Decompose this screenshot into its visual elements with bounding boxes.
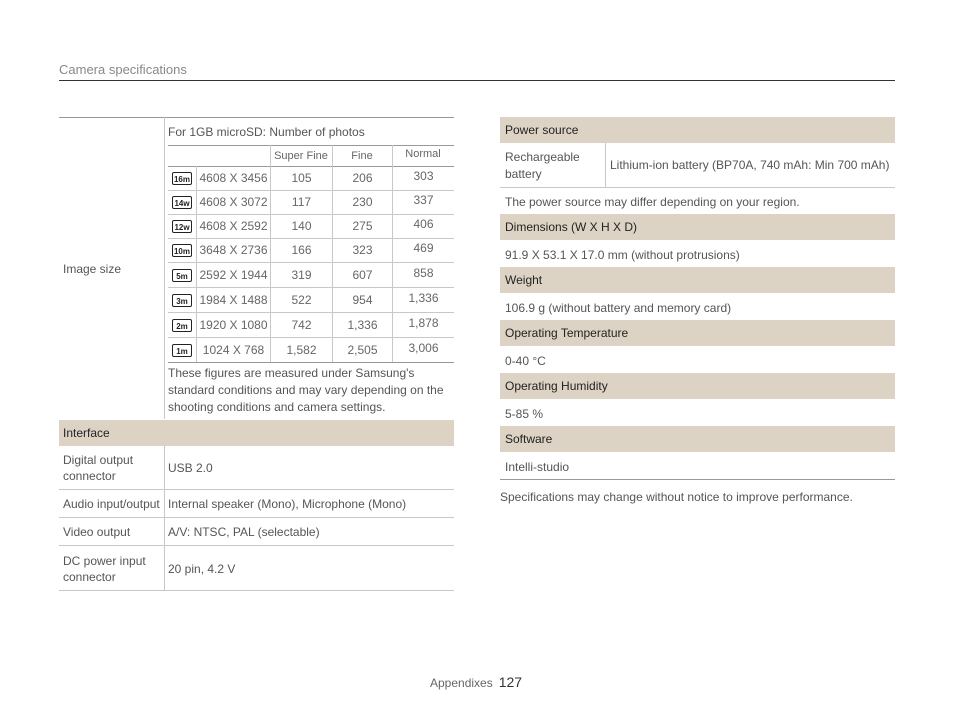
- 2m-wide-icon: [172, 319, 192, 332]
- software-value: Intelli-studio: [505, 460, 570, 474]
- divider: [168, 214, 454, 215]
- interface-row-label: connector: [63, 469, 116, 483]
- divider: [168, 145, 454, 146]
- resolution-cell: 1024 X 768: [202, 342, 265, 357]
- power-row-label: Rechargeable: [505, 150, 580, 164]
- svg-text:10m: 10m: [173, 247, 191, 256]
- image-size-note-line: standard conditions and may vary depending on the: [168, 383, 444, 397]
- weight-header-band: [500, 267, 895, 293]
- software-title: Software: [505, 432, 553, 446]
- divider: [59, 489, 454, 490]
- humidity-value: 5-85 %: [505, 407, 544, 421]
- divider: [59, 117, 454, 118]
- svg-text:5m: 5m: [176, 271, 188, 281]
- 5m-icon: [172, 269, 192, 282]
- interface-row-value: USB 2.0: [168, 461, 213, 475]
- fine-count: 323: [352, 243, 373, 257]
- super-fine-count: 742: [291, 317, 312, 332]
- svg-text:14w: 14w: [174, 199, 190, 208]
- column-header-super-fine: Super Fine: [274, 150, 328, 162]
- interface-row-label: DC power input: [63, 554, 146, 568]
- power-row-value: Lithium-ion battery (BP70A, 740 mAh: Min 700 mAh): [610, 158, 890, 172]
- fine-count: 2,505: [347, 342, 378, 357]
- super-fine-count: 166: [291, 243, 312, 257]
- divider: [605, 143, 606, 187]
- fine-count: 1,336: [347, 317, 378, 332]
- interface-row-value: 20 pin, 4.2 V: [168, 562, 236, 576]
- weight-title: Weight: [505, 273, 543, 287]
- resolution-cell: 4608 X 3456: [199, 171, 268, 185]
- fine-count: 607: [352, 267, 373, 282]
- image-size-note-line: These figures are measured under Samsung's: [168, 366, 415, 380]
- power-source-note: The power source may differ depending on your region.: [505, 195, 800, 209]
- resolution-cell: 4608 X 2592: [199, 219, 268, 233]
- svg-text:16m: 16m: [173, 175, 191, 184]
- normal-count: 3,006: [408, 340, 439, 355]
- resolution-cell: 1984 X 1488: [199, 292, 268, 307]
- interface-header-band: [59, 420, 454, 446]
- super-fine-count: 1,582: [286, 342, 317, 357]
- fine-count: 275: [352, 219, 373, 233]
- humidity-title: Operating Humidity: [505, 379, 608, 393]
- page-number: 127: [498, 674, 523, 690]
- image-size-intro: For 1GB microSD: Number of photos: [168, 125, 365, 139]
- resolution-cell: 2592 X 1944: [199, 267, 268, 282]
- 14w-icon: [172, 196, 192, 209]
- software-header-band: [500, 426, 895, 452]
- image-size-note-line: shooting conditions and camera settings.: [168, 400, 386, 414]
- 1m-icon: [172, 344, 192, 357]
- footer-section-label: Appendixes: [430, 676, 493, 690]
- temperature-value: 0-40 °C: [505, 354, 546, 368]
- super-fine-count: 522: [291, 292, 312, 307]
- fine-count: 206: [352, 171, 373, 185]
- dimensions-value: 91.9 X 53.1 X 17.0 mm (without protrusions): [505, 248, 740, 262]
- disclaimer-text: Specifications may change without notice to improve performance.: [500, 490, 853, 504]
- page-header-title: Camera specifications: [59, 62, 187, 77]
- column-header-normal: Normal: [405, 148, 441, 160]
- interface-row-label: Audio input/output: [63, 497, 160, 511]
- super-fine-count: 117: [291, 195, 312, 209]
- 16m-icon: [172, 172, 192, 185]
- divider: [500, 187, 895, 188]
- temperature-title: Operating Temperature: [505, 326, 629, 340]
- divider: [168, 337, 454, 338]
- super-fine-count: 105: [291, 171, 312, 185]
- divider: [500, 479, 895, 480]
- divider: [59, 545, 454, 546]
- divider: [168, 262, 454, 263]
- dimensions-title: Dimensions (W X H X D): [505, 220, 638, 234]
- normal-count: 469: [413, 241, 434, 255]
- divider: [59, 590, 454, 591]
- 10m-icon: [172, 244, 192, 257]
- 12w-icon: [172, 220, 192, 233]
- power-row-label: battery: [505, 167, 542, 181]
- divider: [59, 517, 454, 518]
- normal-count: 406: [413, 217, 434, 231]
- normal-count: 303: [413, 169, 434, 183]
- svg-text:3m: 3m: [176, 296, 188, 306]
- divider: [168, 362, 454, 363]
- 3m-icon: [172, 294, 192, 307]
- interface-row-label: connector: [63, 570, 116, 584]
- normal-count: 1,878: [408, 315, 439, 330]
- page-footer: [430, 674, 522, 690]
- interface-row-label: Video output: [63, 525, 131, 539]
- divider: [168, 238, 454, 239]
- power-source-title: Power source: [505, 123, 579, 137]
- divider: [168, 190, 454, 191]
- interface-row-label: Digital output: [63, 453, 134, 467]
- interface-row-value: A/V: NTSC, PAL (selectable): [168, 525, 320, 539]
- fine-count: 954: [352, 292, 373, 307]
- interface-title: Interface: [63, 426, 110, 440]
- header-divider: [59, 80, 895, 81]
- divider: [168, 166, 454, 167]
- resolution-cell: 1920 X 1080: [199, 317, 268, 332]
- svg-text:2m: 2m: [176, 321, 188, 331]
- svg-text:1m: 1m: [176, 346, 188, 356]
- column-header-fine: Fine: [351, 150, 373, 162]
- svg-text:12w: 12w: [174, 223, 190, 232]
- normal-count: 337: [413, 193, 434, 207]
- resolution-cell: 3648 X 2736: [199, 243, 268, 257]
- image-size-label: Image size: [63, 262, 122, 276]
- divider: [168, 312, 454, 313]
- divider: [164, 446, 165, 591]
- normal-count: 858: [413, 265, 434, 280]
- divider: [168, 287, 454, 288]
- divider: [164, 117, 165, 419]
- weight-value: 106.9 g (without battery and memory card): [505, 301, 732, 315]
- normal-count: 1,336: [408, 290, 439, 305]
- interface-row-value: Internal speaker (Mono), Microphone (Mono): [168, 497, 407, 511]
- fine-count: 230: [352, 195, 373, 209]
- super-fine-count: 319: [291, 267, 312, 282]
- resolution-cell: 4608 X 3072: [199, 195, 268, 209]
- super-fine-count: 140: [291, 219, 312, 233]
